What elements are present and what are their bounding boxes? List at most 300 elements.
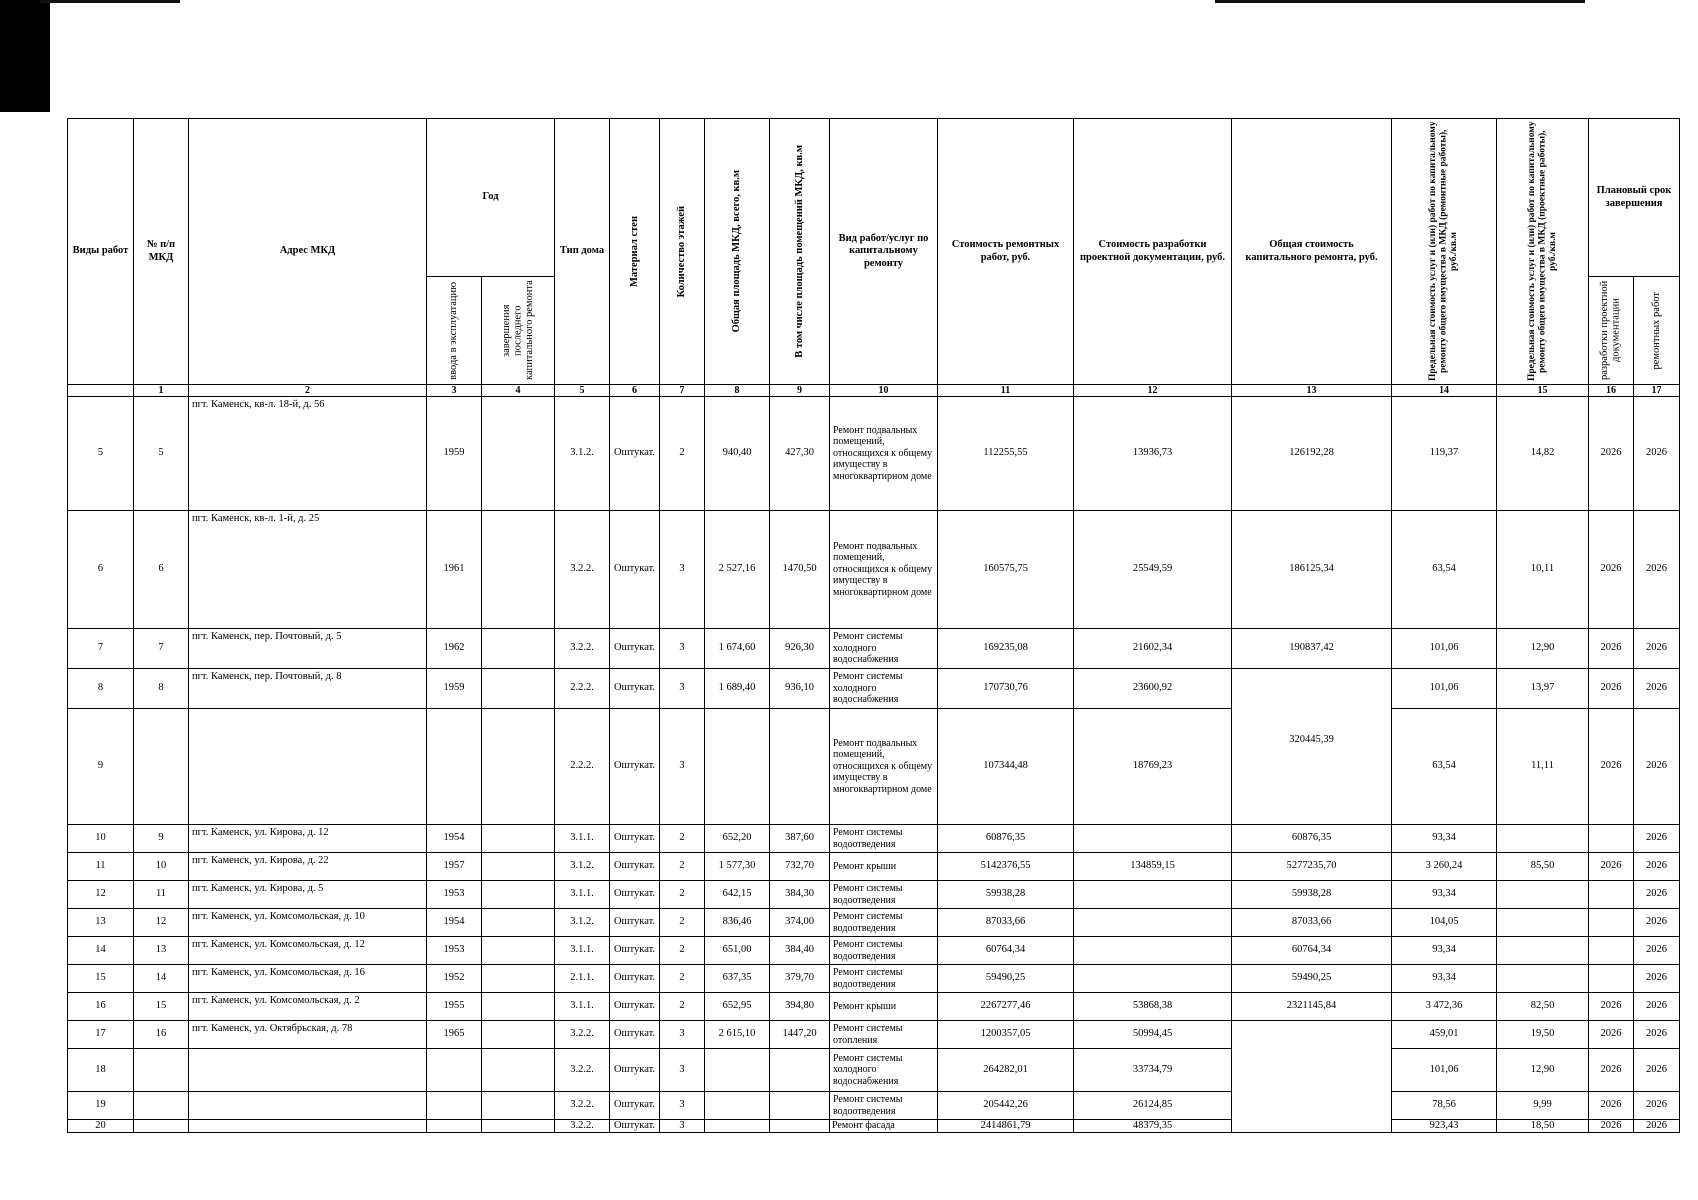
cell-srok-proekt: 2026	[1589, 669, 1634, 709]
cell-etazhi: 2	[660, 825, 705, 853]
cell-pred1: 63,54	[1392, 511, 1497, 629]
cell-stoimost-rem: 59490,25	[938, 965, 1074, 993]
cell-ploshad-pom: 394,80	[770, 993, 830, 1021]
cell-pred2	[1497, 937, 1589, 965]
cell-etazhi: 3	[660, 1120, 705, 1133]
cell-obshaya: 60876,35	[1232, 825, 1392, 853]
cell-ploshad: 652,95	[705, 993, 770, 1021]
cell-pred1: 3 472,36	[1392, 993, 1497, 1021]
subheader-vvod: ввода в эксплуатацию	[427, 277, 482, 385]
cell-srok-rem: 2026	[1634, 1049, 1680, 1092]
cell-tip: 3.2.2.	[555, 511, 610, 629]
cell-nn: 13	[134, 937, 189, 965]
cell-stoimost-proekt	[1074, 909, 1232, 937]
header-row	[68, 119, 1680, 277]
cell-ploshad-pom: 374,00	[770, 909, 830, 937]
cell-stoimost-proekt: 25549,59	[1074, 511, 1232, 629]
header-vid-rabot: Виды работ	[68, 119, 134, 385]
cell-work: Ремонт подвальных помещений, относящихся к общему имуществу в многоквартирном доме	[830, 397, 938, 511]
cell-vid: 11	[68, 853, 134, 881]
cell-obshaya: 60764,34	[1232, 937, 1392, 965]
cell-stoimost-rem: 264282,01	[938, 1049, 1074, 1092]
cell-srok-rem: 2026	[1634, 709, 1680, 825]
cell-srok-rem: 2026	[1634, 965, 1680, 993]
cell-material: Оштукат.	[610, 709, 660, 825]
cell-ploshad: 651,00	[705, 937, 770, 965]
cell-nn: 10	[134, 853, 189, 881]
cell-etazhi: 2	[660, 965, 705, 993]
cell-srok-rem: 2026	[1634, 881, 1680, 909]
cell-ploshad-pom	[770, 1120, 830, 1133]
cell-material: Оштукат.	[610, 881, 660, 909]
cell-ploshad: 1 689,40	[705, 669, 770, 709]
cell-vvod: 1957	[427, 853, 482, 881]
cell-ploshad: 652,20	[705, 825, 770, 853]
cell-pred2: 11,11	[1497, 709, 1589, 825]
col-num: 14	[1392, 385, 1497, 397]
cell-work: Ремонт крыши	[830, 993, 938, 1021]
cell-pred1: 3 260,24	[1392, 853, 1497, 881]
cell-work: Ремонт системы водоотведения	[830, 937, 938, 965]
cell-srok-rem: 2026	[1634, 937, 1680, 965]
cell-vvod: 1965	[427, 1021, 482, 1049]
cell-material: Оштукат.	[610, 1049, 660, 1092]
header-material: Материал стен	[610, 119, 660, 385]
table-row	[68, 1049, 1680, 1092]
cell-zaversh	[482, 965, 555, 993]
cell-address	[189, 1092, 427, 1120]
cell-vid: 10	[68, 825, 134, 853]
cell-address: пгт. Каменск, ул. Кирова, д. 22	[189, 853, 427, 881]
cell-pred1: 93,34	[1392, 825, 1497, 853]
cell-srok-proekt: 2026	[1589, 511, 1634, 629]
cell-stoimost-rem: 2267277,46	[938, 993, 1074, 1021]
cell-vvod: 1953	[427, 881, 482, 909]
cell-obshaya: 59490,25	[1232, 965, 1392, 993]
cell-address: пгт. Каменск, ул. Комсомольская, д. 16	[189, 965, 427, 993]
cell-zaversh	[482, 1049, 555, 1092]
cell-pred2: 10,11	[1497, 511, 1589, 629]
cell-stoimost-rem: 2414861,79	[938, 1120, 1074, 1133]
header-god: Год	[427, 119, 555, 277]
cell-srok-proekt	[1589, 909, 1634, 937]
cell-nn: 14	[134, 965, 189, 993]
header-etazhi: Количество этажей	[660, 119, 705, 385]
table-row	[68, 937, 1680, 965]
col-num: 13	[1232, 385, 1392, 397]
cell-stoimost-proekt: 50994,45	[1074, 1021, 1232, 1049]
cell-stoimost-proekt: 21602,34	[1074, 629, 1232, 669]
cell-vid: 9	[68, 709, 134, 825]
cell-stoimost-rem: 205442,26	[938, 1092, 1074, 1120]
cell-pred2: 12,90	[1497, 629, 1589, 669]
cell-work: Ремонт подвальных помещений, относящихся к общему имуществу в многоквартирном доме	[830, 511, 938, 629]
subheader-razrab: разработки проектной документации	[1589, 277, 1634, 385]
cell-work: Ремонт системы холодного водоснабжения	[830, 669, 938, 709]
cell-pred1: 459,01	[1392, 1021, 1497, 1049]
cell-srok-rem: 2026	[1634, 1092, 1680, 1120]
header-pred1: Предельная стоимость услуг и (или) работ по капитальному ремонту общего имущества в МКД (ремонтные работы), руб./кв.м	[1392, 119, 1497, 385]
cell-material: Оштукат.	[610, 909, 660, 937]
cell-etazhi: 2	[660, 397, 705, 511]
cell-etazhi: 3	[660, 1021, 705, 1049]
cell-etazhi: 2	[660, 853, 705, 881]
cell-pred2	[1497, 965, 1589, 993]
cell-ploshad: 2 615,10	[705, 1021, 770, 1049]
header-ploshad: Общая площадь МКД, всего, кв.м	[705, 119, 770, 385]
subheader-remont: ремонтных работ	[1634, 277, 1680, 385]
cell-tip: 3.1.2.	[555, 909, 610, 937]
cell-zaversh	[482, 853, 555, 881]
cell-ploshad-pom: 379,70	[770, 965, 830, 993]
cell-srok-rem: 2026	[1634, 909, 1680, 937]
cell-ploshad-pom: 1447,20	[770, 1021, 830, 1049]
cell-srok-rem: 2026	[1634, 397, 1680, 511]
cell-etazhi: 3	[660, 629, 705, 669]
cell-nn	[134, 1049, 189, 1092]
cell-ploshad-pom: 427,30	[770, 397, 830, 511]
cell-pred1: 101,06	[1392, 629, 1497, 669]
table-row	[68, 397, 1680, 511]
cell-vvod	[427, 1120, 482, 1133]
table-row	[68, 825, 1680, 853]
cell-vid: 8	[68, 669, 134, 709]
cell-vvod	[427, 709, 482, 825]
cell-vid: 18	[68, 1049, 134, 1092]
cell-pred2: 13,97	[1497, 669, 1589, 709]
cell-tip: 2.2.2.	[555, 669, 610, 709]
cell-ploshad: 1 674,60	[705, 629, 770, 669]
cell-ploshad-pom: 732,70	[770, 853, 830, 881]
cell-pred2: 85,50	[1497, 853, 1589, 881]
cell-etazhi: 3	[660, 709, 705, 825]
table-row	[68, 1021, 1680, 1049]
cell-vvod: 1954	[427, 909, 482, 937]
cell-tip: 3.1.1.	[555, 937, 610, 965]
cell-tip: 3.1.1.	[555, 993, 610, 1021]
cell-address	[189, 1049, 427, 1092]
cell-ploshad: 2 527,16	[705, 511, 770, 629]
table-row	[68, 909, 1680, 937]
cell-pred1: 93,34	[1392, 881, 1497, 909]
cell-vid: 20	[68, 1120, 134, 1133]
cell-address: пгт. Каменск, ул. Комсомольская, д. 12	[189, 937, 427, 965]
cell-work: Ремонт системы водоотведения	[830, 881, 938, 909]
cell-stoimost-proekt: 26124,85	[1074, 1092, 1232, 1120]
cell-vid: 14	[68, 937, 134, 965]
cell-ploshad-pom: 926,30	[770, 629, 830, 669]
cell-pred1: 93,34	[1392, 965, 1497, 993]
cell-address: пгт. Каменск, пер. Почтовый, д. 5	[189, 629, 427, 669]
cell-pred1: 104,05	[1392, 909, 1497, 937]
cell-srok-proekt: 2026	[1589, 993, 1634, 1021]
col-num: 17	[1634, 385, 1680, 397]
cell-stoimost-proekt: 48379,35	[1074, 1120, 1232, 1133]
table-row	[68, 881, 1680, 909]
cell-pred2: 14,82	[1497, 397, 1589, 511]
header-pred2: Предельная стоимость услуг и (или) работ по капитальному ремонту общего имущества в МКД (проектные работы), руб./кв.м	[1497, 119, 1589, 385]
cell-material: Оштукат.	[610, 669, 660, 709]
cell-vvod: 1961	[427, 511, 482, 629]
cell-pred1: 101,06	[1392, 1049, 1497, 1092]
cell-tip: 3.2.2.	[555, 1021, 610, 1049]
header-vid-uslug: Вид работ/услуг по капитальному ремонту	[830, 119, 938, 385]
cell-material: Оштукат.	[610, 1120, 660, 1133]
cell-nn: 15	[134, 993, 189, 1021]
header-stoimost-proekt: Стоимость разработки проектной документации, руб.	[1074, 119, 1232, 385]
cell-srok-proekt: 2026	[1589, 629, 1634, 669]
table-row	[68, 629, 1680, 669]
cell-srok-proekt	[1589, 881, 1634, 909]
cell-pred2	[1497, 825, 1589, 853]
cell-srok-proekt	[1589, 825, 1634, 853]
cell-ploshad: 836,46	[705, 909, 770, 937]
cell-ploshad-pom	[770, 1049, 830, 1092]
cell-ploshad	[705, 709, 770, 825]
cell-vvod	[427, 1092, 482, 1120]
scan-top-line-right	[1215, 0, 1585, 3]
cell-vvod: 1959	[427, 669, 482, 709]
cell-nn: 8	[134, 669, 189, 709]
col-num: 8	[705, 385, 770, 397]
table-row	[68, 1092, 1680, 1120]
cell-stoimost-proekt: 13936,73	[1074, 397, 1232, 511]
cell-pred1: 78,56	[1392, 1092, 1497, 1120]
cell-stoimost-rem: 112255,55	[938, 397, 1074, 511]
cell-material: Оштукат.	[610, 853, 660, 881]
cell-nn: 9	[134, 825, 189, 853]
cell-stoimost-rem: 160575,75	[938, 511, 1074, 629]
cell-pred1: 93,34	[1392, 937, 1497, 965]
cell-pred1: 923,43	[1392, 1120, 1497, 1133]
col-num: 11	[938, 385, 1074, 397]
cell-vid: 15	[68, 965, 134, 993]
header-address: Адрес МКД	[189, 119, 427, 385]
cell-obshaya: 320445,39	[1232, 669, 1392, 825]
cell-vid: 6	[68, 511, 134, 629]
cell-zaversh	[482, 993, 555, 1021]
cell-address: пгт. Каменск, кв-л. 1-й, д. 25	[189, 511, 427, 629]
cell-srok-proekt: 2026	[1589, 1092, 1634, 1120]
cell-vvod: 1952	[427, 965, 482, 993]
cell-obshaya: 190837,42	[1232, 629, 1392, 669]
cell-zaversh	[482, 1021, 555, 1049]
cell-ploshad-pom: 384,30	[770, 881, 830, 909]
cell-zaversh	[482, 1092, 555, 1120]
cell-tip: 3.1.1.	[555, 825, 610, 853]
cell-work: Ремонт фасада	[830, 1120, 938, 1133]
cell-obshaya: 126192,28	[1232, 397, 1392, 511]
col-num: 4	[482, 385, 555, 397]
cell-vvod: 1962	[427, 629, 482, 669]
cell-address: пгт. Каменск, пер. Почтовый, д. 8	[189, 669, 427, 709]
col-num: 12	[1074, 385, 1232, 397]
cell-vvod	[427, 1049, 482, 1092]
cell-obshaya: 87033,66	[1232, 909, 1392, 937]
cell-zaversh	[482, 669, 555, 709]
cell-vvod: 1953	[427, 937, 482, 965]
cell-ploshad-pom: 1470,50	[770, 511, 830, 629]
cell-zaversh	[482, 937, 555, 965]
cell-stoimost-rem: 170730,76	[938, 669, 1074, 709]
cell-work: Ремонт системы водоотведения	[830, 909, 938, 937]
cell-vid: 13	[68, 909, 134, 937]
cell-nn: 5	[134, 397, 189, 511]
cell-tip: 3.2.2.	[555, 1120, 610, 1133]
cell-vid: 12	[68, 881, 134, 909]
scan-top-line-left	[40, 0, 180, 3]
cell-work: Ремонт системы холодного водоснабжения	[830, 1049, 938, 1092]
cell-srok-rem: 2026	[1634, 825, 1680, 853]
cell-srok-proekt: 2026	[1589, 397, 1634, 511]
cell-nn	[134, 709, 189, 825]
cell-etazhi: 3	[660, 669, 705, 709]
table-row	[68, 669, 1680, 709]
cell-stoimost-proekt: 23600,92	[1074, 669, 1232, 709]
col-num: 9	[770, 385, 830, 397]
cell-pred2	[1497, 909, 1589, 937]
cell-srok-proekt: 2026	[1589, 1049, 1634, 1092]
header-tip: Тип дома	[555, 119, 610, 385]
cell-address	[189, 1120, 427, 1133]
col-num	[68, 385, 134, 397]
cell-etazhi: 2	[660, 909, 705, 937]
cell-stoimost-proekt: 53868,38	[1074, 993, 1232, 1021]
table-row	[68, 1120, 1680, 1133]
table-row	[68, 993, 1680, 1021]
cell-vid: 16	[68, 993, 134, 1021]
cell-stoimost-proekt: 134859,15	[1074, 853, 1232, 881]
cell-zaversh	[482, 629, 555, 669]
cell-stoimost-proekt	[1074, 965, 1232, 993]
cell-srok-rem: 2026	[1634, 629, 1680, 669]
cell-srok-rem: 2026	[1634, 1120, 1680, 1133]
cell-nn: 12	[134, 909, 189, 937]
cell-obshaya: 5277235,70	[1232, 853, 1392, 881]
cell-srok-proekt	[1589, 937, 1634, 965]
cell-srok-proekt: 2026	[1589, 853, 1634, 881]
cell-material: Оштукат.	[610, 937, 660, 965]
col-num: 2	[189, 385, 427, 397]
cell-ploshad: 940,40	[705, 397, 770, 511]
cell-ploshad: 642,15	[705, 881, 770, 909]
cell-ploshad	[705, 1092, 770, 1120]
cell-etazhi: 3	[660, 1092, 705, 1120]
cell-tip: 3.1.1.	[555, 881, 610, 909]
cell-zaversh	[482, 511, 555, 629]
cell-srok-proekt: 2026	[1589, 1021, 1634, 1049]
cell-material: Оштукат.	[610, 1092, 660, 1120]
header-ploshad-pom: В том числе площадь помещений МКД, кв.м	[770, 119, 830, 385]
cell-tip: 3.2.2.	[555, 1092, 610, 1120]
cell-pred1: 63,54	[1392, 709, 1497, 825]
cell-material: Оштукат.	[610, 397, 660, 511]
cell-nn: 6	[134, 511, 189, 629]
cell-nn	[134, 1120, 189, 1133]
col-num: 3	[427, 385, 482, 397]
cell-material: Оштукат.	[610, 993, 660, 1021]
cell-vid: 7	[68, 629, 134, 669]
col-num: 10	[830, 385, 938, 397]
cell-nn	[134, 1092, 189, 1120]
table-row	[68, 709, 1680, 825]
cell-ploshad-pom	[770, 709, 830, 825]
cell-pred2: 18,50	[1497, 1120, 1589, 1133]
cell-work: Ремонт системы отопления	[830, 1021, 938, 1049]
cell-material: Оштукат.	[610, 825, 660, 853]
col-num: 7	[660, 385, 705, 397]
cell-zaversh	[482, 397, 555, 511]
cell-work: Ремонт системы водоотведения	[830, 965, 938, 993]
col-num: 1	[134, 385, 189, 397]
cell-obshaya	[1232, 1021, 1392, 1133]
cell-ploshad	[705, 1049, 770, 1092]
cell-obshaya: 59938,28	[1232, 881, 1392, 909]
cell-material: Оштукат.	[610, 1021, 660, 1049]
cell-address: пгт. Каменск, ул. Кирова, д. 12	[189, 825, 427, 853]
cell-stoimost-rem: 107344,48	[938, 709, 1074, 825]
col-num: 15	[1497, 385, 1589, 397]
cell-work: Ремонт подвальных помещений, относящихся к общему имуществу в многоквартирном доме	[830, 709, 938, 825]
cell-address: пгт. Каменск, ул. Кирова, д. 5	[189, 881, 427, 909]
cell-pred2: 9,99	[1497, 1092, 1589, 1120]
cell-vid: 19	[68, 1092, 134, 1120]
cell-ploshad: 1 577,30	[705, 853, 770, 881]
cell-srok-proekt: 2026	[1589, 709, 1634, 825]
cell-pred2: 19,50	[1497, 1021, 1589, 1049]
cell-work: Ремонт системы водоотведения	[830, 825, 938, 853]
cell-pred2: 82,50	[1497, 993, 1589, 1021]
cell-ploshad-pom	[770, 1092, 830, 1120]
cell-nn: 7	[134, 629, 189, 669]
cell-zaversh	[482, 909, 555, 937]
cell-stoimost-rem: 169235,08	[938, 629, 1074, 669]
cell-stoimost-proekt	[1074, 881, 1232, 909]
cell-work: Ремонт системы холодного водоснабжения	[830, 629, 938, 669]
cell-vvod: 1954	[427, 825, 482, 853]
cell-stoimost-proekt: 18769,23	[1074, 709, 1232, 825]
cell-stoimost-rem: 1200357,05	[938, 1021, 1074, 1049]
subheader-zaversh: завершения последнего капитального ремонта	[482, 277, 555, 385]
cell-etazhi: 3	[660, 511, 705, 629]
cell-tip: 3.1.2.	[555, 853, 610, 881]
cell-stoimost-proekt	[1074, 825, 1232, 853]
cell-etazhi: 2	[660, 993, 705, 1021]
cell-zaversh	[482, 881, 555, 909]
capital-repair-table	[67, 118, 1680, 1133]
cell-zaversh	[482, 709, 555, 825]
cell-stoimost-rem: 60876,35	[938, 825, 1074, 853]
cell-zaversh	[482, 1120, 555, 1133]
header-nn: № п/п МКД	[134, 119, 189, 385]
cell-vid: 5	[68, 397, 134, 511]
col-num: 16	[1589, 385, 1634, 397]
cell-nn: 16	[134, 1021, 189, 1049]
cell-ploshad-pom: 387,60	[770, 825, 830, 853]
cell-material: Оштукат.	[610, 965, 660, 993]
cell-srok-proekt	[1589, 965, 1634, 993]
cell-address: пгт. Каменск, кв-л. 18-й, д. 56	[189, 397, 427, 511]
cell-etazhi: 3	[660, 1049, 705, 1092]
cell-ploshad	[705, 1120, 770, 1133]
cell-work: Ремонт системы водоотведения	[830, 1092, 938, 1120]
cell-pred1: 101,06	[1392, 669, 1497, 709]
cell-address	[189, 709, 427, 825]
cell-work: Ремонт крыши	[830, 853, 938, 881]
cell-tip: 3.2.2.	[555, 1049, 610, 1092]
cell-srok-rem: 2026	[1634, 853, 1680, 881]
cell-zaversh	[482, 825, 555, 853]
